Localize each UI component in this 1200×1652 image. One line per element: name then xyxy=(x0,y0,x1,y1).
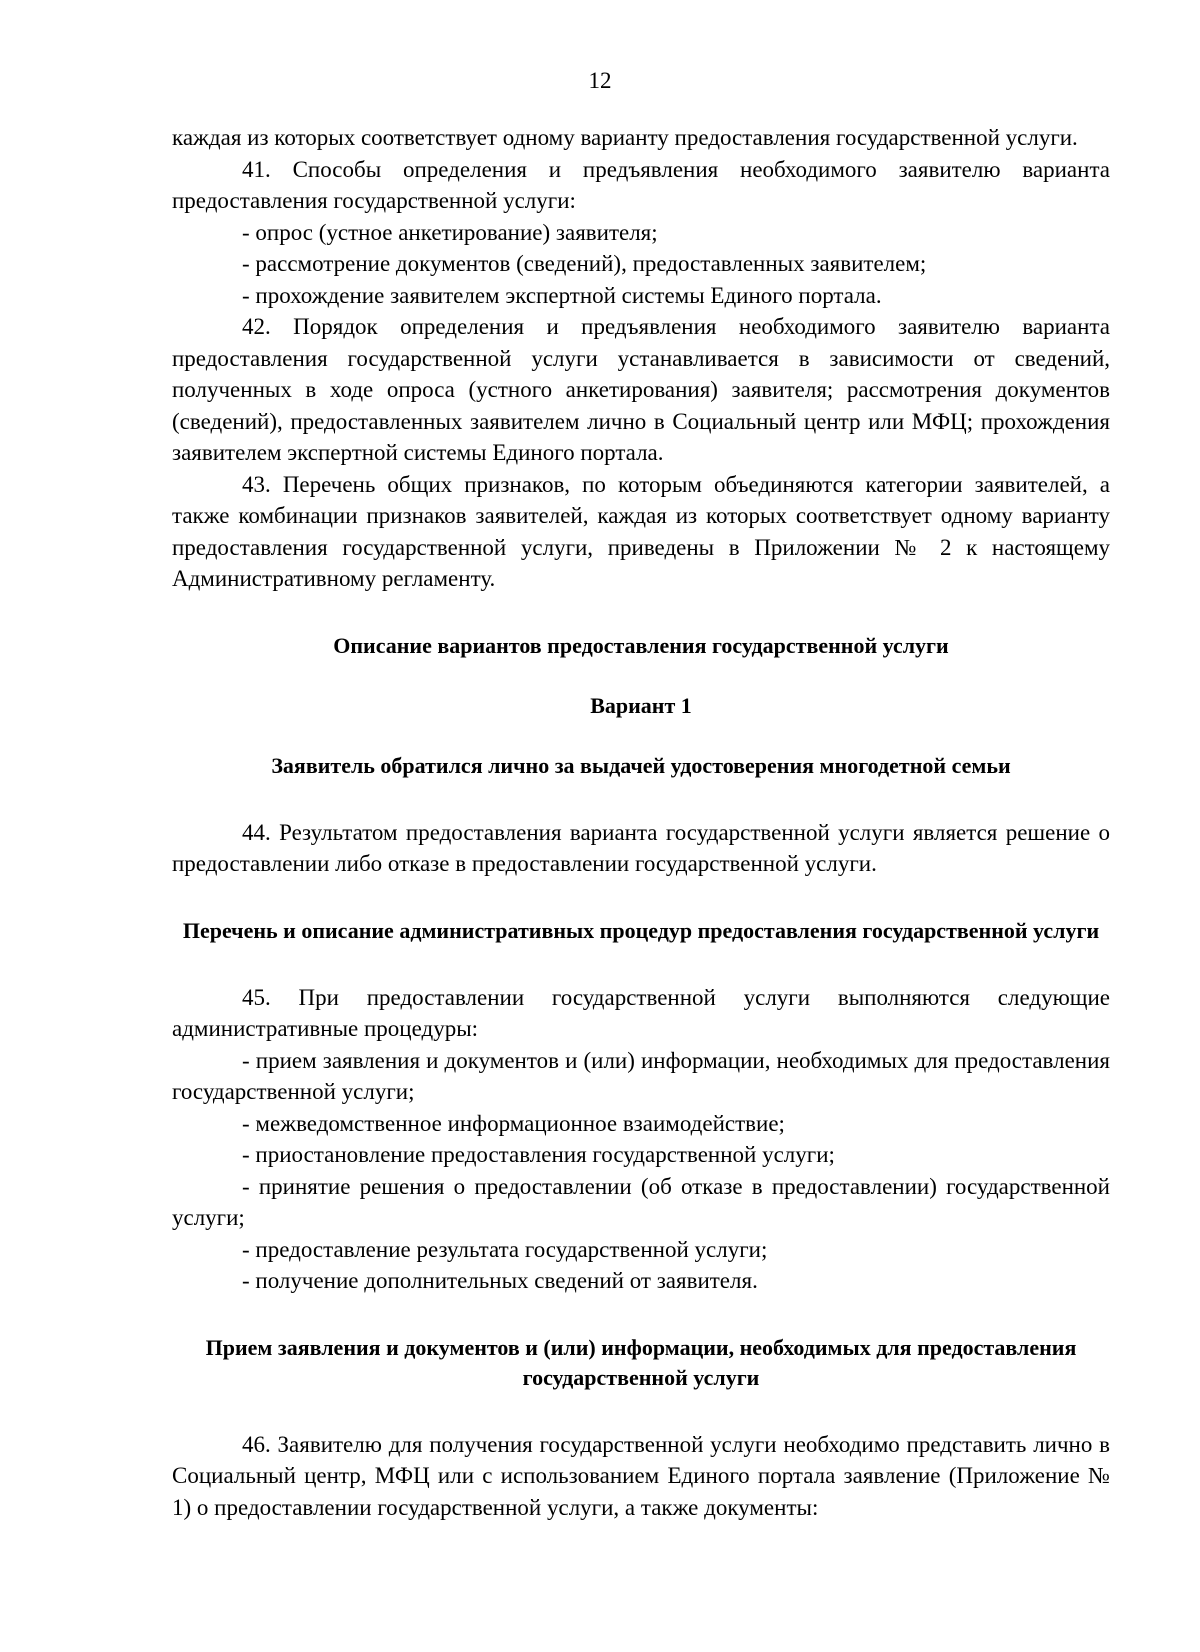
spacer xyxy=(172,661,1110,691)
list-item: - рассмотрение документов (сведений), предоставленных заявителем; xyxy=(242,251,927,276)
spacer xyxy=(172,880,1110,916)
list-item: - межведомственное информационное взаимодействие; xyxy=(242,1110,785,1136)
paragraph-continuation: каждая из которых соответствует одному варианту предоставления государственной услуги. xyxy=(172,125,1078,150)
reception-heading: Прием заявления и документов и (или) информации, необходимых для предоставления государственной услуги xyxy=(205,1334,1077,1390)
spacer xyxy=(172,1297,1110,1333)
paragraph-41: 41. Способы определения и предъявления необходимого заявителю варианта предоставления государственной услуги: xyxy=(172,156,1110,213)
paragraph-45: 45. При предоставлении государственной услуги выполняются следующие административные процедуры: xyxy=(172,984,1110,1041)
spacer xyxy=(172,1393,1110,1429)
procedures-heading: Перечень и описание административных процедур предоставления государственной услуги xyxy=(182,917,1100,943)
list-item: - получение дополнительных сведений от заявителя. xyxy=(242,1268,758,1293)
variant-subheading: Заявитель обратился лично за выдачей удостоверения многодетной семьи xyxy=(271,752,1011,778)
spacer xyxy=(172,781,1110,817)
page-number: 12 xyxy=(588,68,612,93)
list-item: - опрос (устное анкетирование) заявителя; xyxy=(242,219,658,245)
spacer xyxy=(172,721,1110,751)
spacer xyxy=(172,595,1110,631)
paragraph-44: 44. Результатом предоставления варианта государственной услуги является решение о предоставлении либо отказе в предоставлении государственной услуги. xyxy=(172,819,1110,876)
list-item: - предоставление результата государственной услуги; xyxy=(242,1236,768,1262)
list-item: - прохождение заявителем экспертной системы Единого портала. xyxy=(242,282,882,308)
list-item: - принятие решения о предоставлении (об отказе в предоставлении) государственной услуги; xyxy=(172,1173,1110,1230)
list-item: - приостановление предоставления государственной услуги; xyxy=(242,1142,835,1167)
paragraph-42: 42. Порядок определения и предъявления необходимого заявителю варианта предоставления государственной услуги устанавливается в зависимости от сведений, полученных в ходе опроса (устного анкетирования) заявителя; рассмотрения документов (сведений), предоставленных заявителем лично в Социальный центр или МФЦ; прохождения заявителем экспертной системы Единого портала. xyxy=(172,314,1110,465)
spacer xyxy=(172,946,1110,982)
list-item: - прием заявления и документов и (или) информации, необходимых для предоставления государственной услуги; xyxy=(172,1047,1110,1104)
variant-heading: Вариант 1 xyxy=(590,692,692,718)
paragraph-46: 46. Заявителю для получения государственной услуги необходимо представить лично в Социальный центр, МФЦ или с использованием Единого портала заявление (Приложение № 1) о предоставлении государственной услуги, а также документы: xyxy=(172,1431,1110,1520)
section-heading: Описание вариантов предоставления государственной услуги xyxy=(333,632,949,658)
paragraph-43: 43. Перечень общих признаков, по которым объединяются категории заявителей, а также комбинации признаков заявителей, каждая из которых соответствует одному варианту предоставления государственной услуги, приведены в Приложении № 2 к настоящему Административному регламенту. xyxy=(172,471,1110,591)
document-body xyxy=(172,122,1110,1523)
